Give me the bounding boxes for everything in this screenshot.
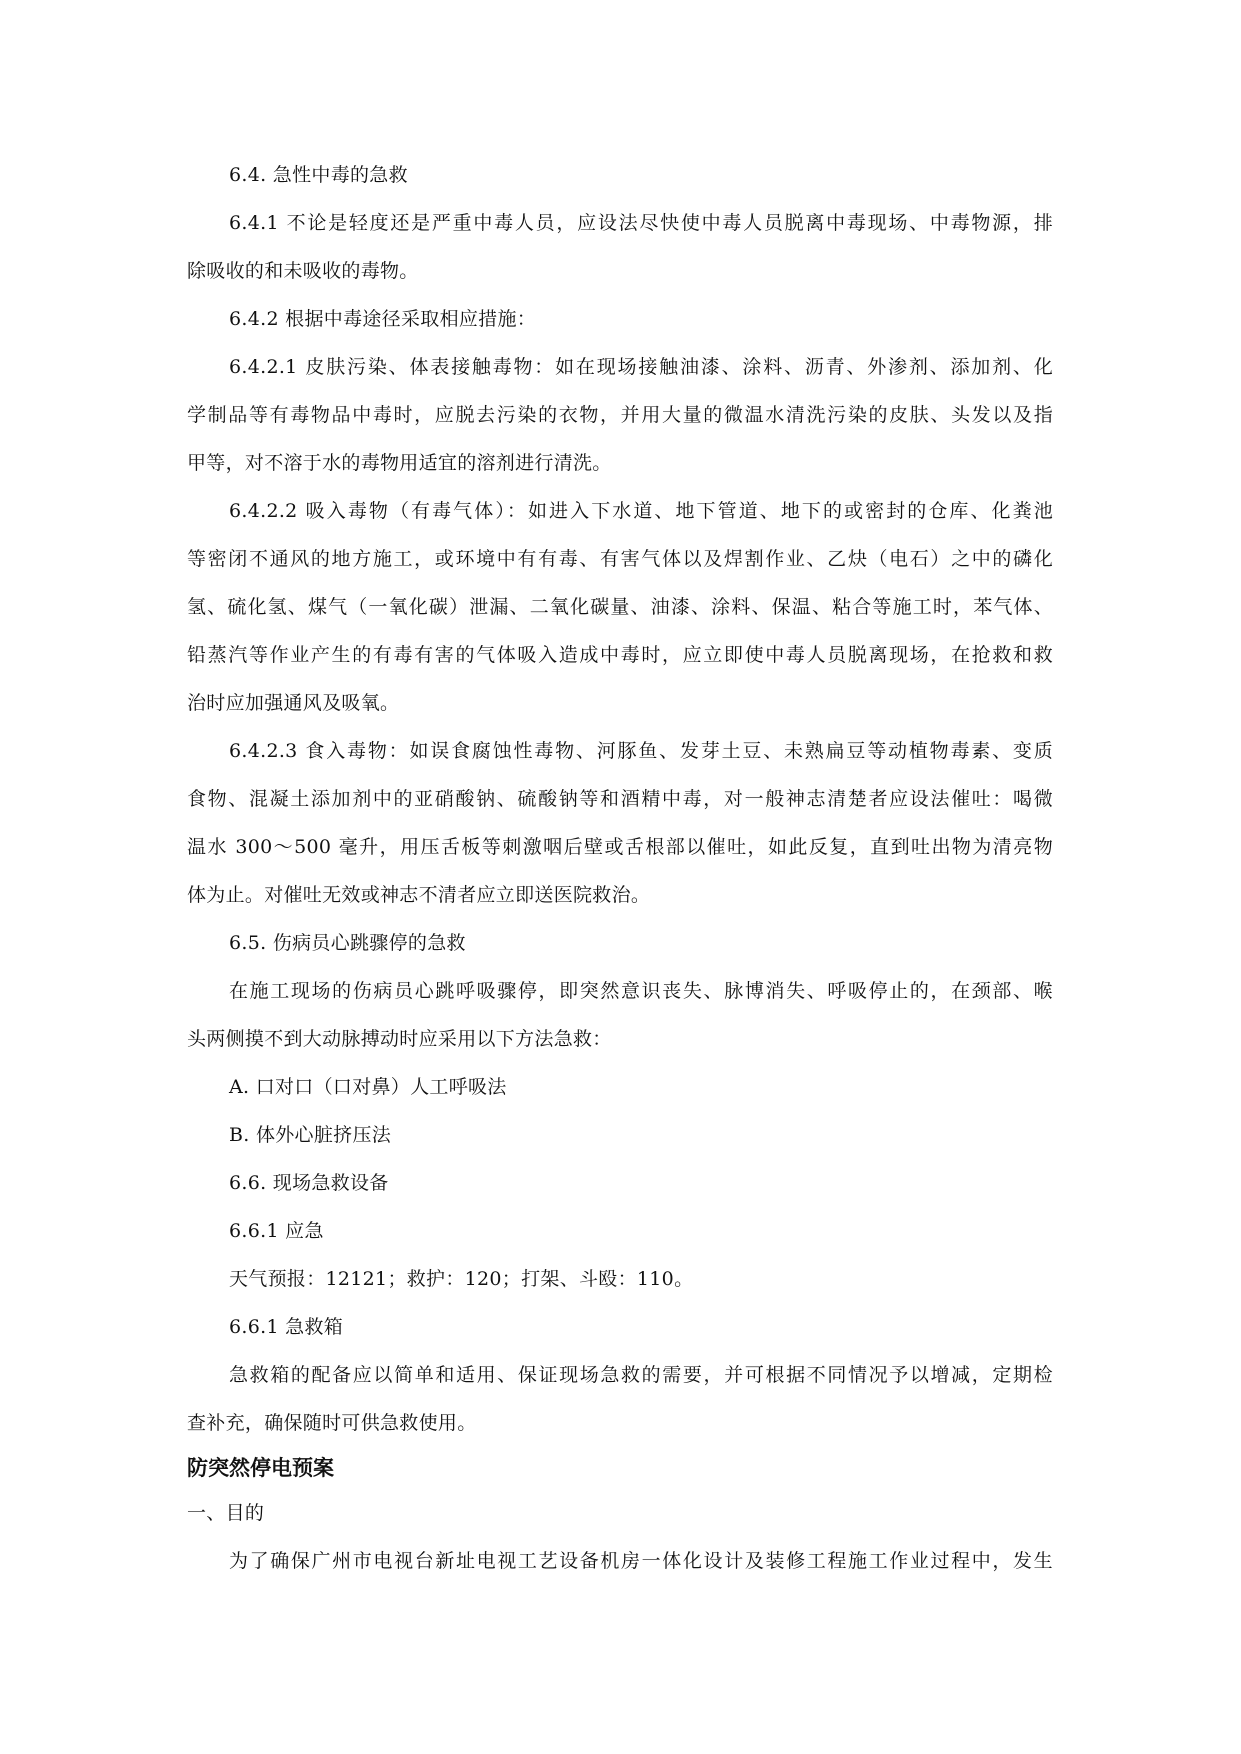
paragraph-line: 为了确保广州市电视台新址电视工艺设备机房一体化设计及装修工程施工作业过程中，发生 <box>229 1550 1053 1572</box>
section-heading-6-6-1: 6.6.1 应急 <box>229 1220 324 1242</box>
subheading-purpose: 一、目的 <box>187 1502 265 1524</box>
paragraph-line: 体为止。对催吐无效或神志不清者应立即送医院救治。 <box>187 884 651 906</box>
paragraph-line: 食物、混凝土添加剂中的亚硝酸钠、硫酸钠等和酒精中毒，对一般神志清楚者应设法催吐：喝微 <box>187 788 1053 810</box>
paragraph-line: 等密闭不通风的地方施工，或环境中有有毒、有害气体以及焊割作业、乙炔（电石）之中的磷化 <box>187 548 1053 570</box>
section-heading-6-5: 6.5. 伤病员心跳骤停的急救 <box>229 932 466 954</box>
list-item-b: B. 体外心脏挤压法 <box>229 1124 392 1146</box>
paragraph-line: 铅蒸汽等作业产生的有毒有害的气体吸入造成中毒时，应立即使中毒人员脱离现场，在抢救和救 <box>187 644 1053 666</box>
paragraph-line: 头两侧摸不到大动脉搏动时应采用以下方法急救： <box>187 1028 612 1050</box>
paragraph-line: 6.4.2.2 吸入毒物（有毒气体）：如进入下水道、地下管道、地下的或密封的仓库、化粪池 <box>229 500 1053 522</box>
paragraph-line: 除吸收的和未吸收的毒物。 <box>187 260 419 282</box>
paragraph-line: 6.4.2.3 食入毒物：如误食腐蚀性毒物、河豚鱼、发芽土豆、未熟扁豆等动植物毒素、变质 <box>229 740 1053 762</box>
document-heading: 防突然停电预案 <box>187 1456 334 1480</box>
paragraph-line: 甲等，对不溶于水的毒物用适宜的溶剂进行清洗。 <box>187 452 612 474</box>
section-heading-6-4-2: 6.4.2 根据中毒途径采取相应措施： <box>229 308 537 330</box>
list-item-a: A. 口对口（口对鼻）人工呼吸法 <box>229 1076 507 1098</box>
emergency-numbers: 天气预报：12121；救护：120；打架、斗殴：110。 <box>229 1268 694 1290</box>
paragraph-line: 在施工现场的伤病员心跳呼吸骤停，即突然意识丧失、脉博消失、呼吸停止的，在颈部、喉 <box>229 980 1053 1002</box>
paragraph-line: 治时应加强通风及吸氧。 <box>187 692 400 714</box>
paragraph-line: 氢、硫化氢、煤气（一氧化碳）泄漏、二氧化碳量、油漆、涂料、保温、粘合等施工时，苯气体、 <box>187 596 1053 618</box>
paragraph-line: 急救箱的配备应以简单和适用、保证现场急救的需要，并可根据不同情况予以增减，定期检 <box>229 1364 1053 1386</box>
paragraph-line: 查补充，确保随时可供急救使用。 <box>187 1412 477 1434</box>
section-heading-6-4: 6.4. 急性中毒的急救 <box>229 164 408 186</box>
paragraph-line: 6.4.2.1 皮肤污染、体表接触毒物：如在现场接触油漆、涂料、沥青、外渗剂、添加剂、化 <box>229 356 1053 378</box>
paragraph-line: 学制品等有毒物品中毒时，应脱去污染的衣物，并用大量的微温水清洗污染的皮肤、头发以及指 <box>187 404 1053 426</box>
paragraph-line: 温水 300～500 毫升，用压舌板等刺激咽后壁或舌根部以催吐，如此反复，直到吐出物为清亮物 <box>187 836 1053 858</box>
paragraph-line: 6.4.1 不论是轻度还是严重中毒人员，应设法尽快使中毒人员脱离中毒现场、中毒物源，排 <box>229 212 1053 234</box>
section-heading-6-6: 6.6. 现场急救设备 <box>229 1172 389 1194</box>
section-heading-first-aid-kit: 6.6.1 急救箱 <box>229 1316 344 1338</box>
